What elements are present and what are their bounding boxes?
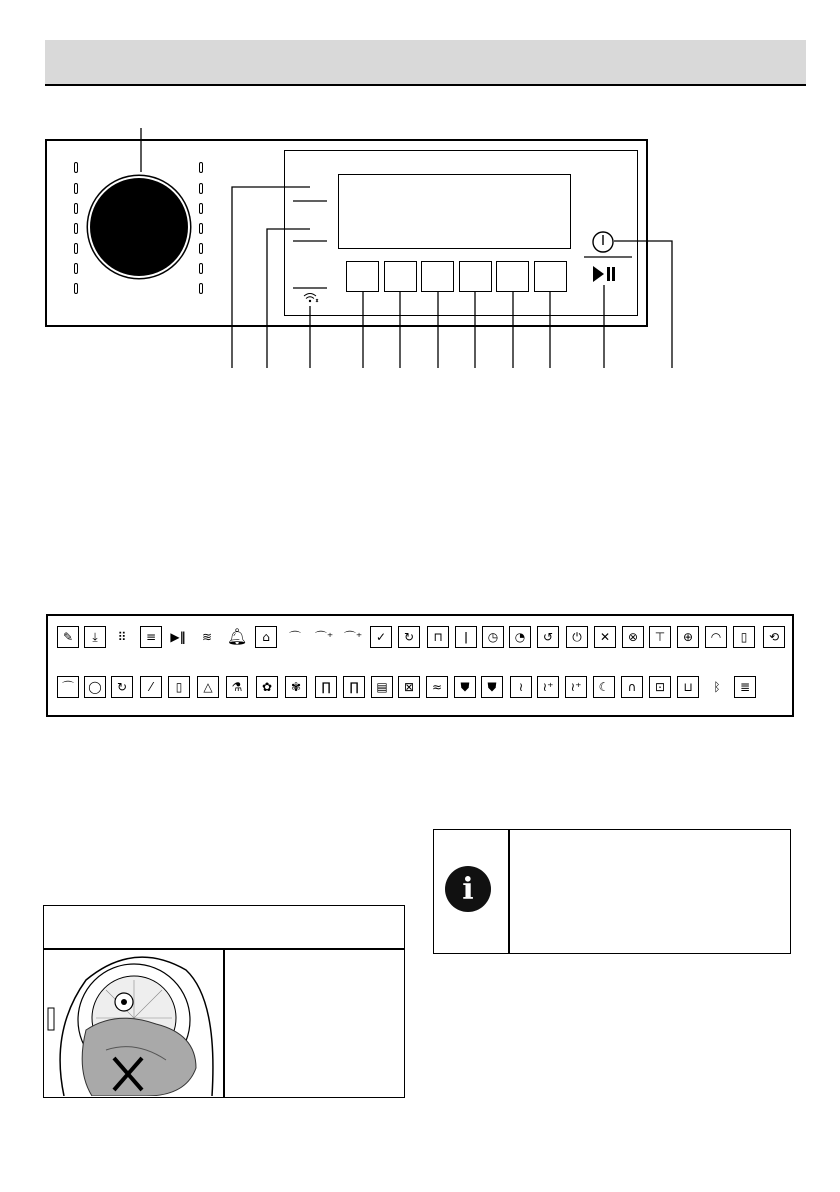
outdoor-icon: ⊠ (398, 676, 420, 698)
info-box-divider (508, 829, 510, 954)
fabric-care-icon: ≣ (734, 676, 756, 698)
phone-icon: ▯ (733, 626, 755, 648)
function-button-1[interactable] (346, 261, 379, 292)
program-led (199, 243, 203, 254)
feather-icon: ⁄ (140, 676, 162, 698)
shirt-icon: ⊤ (649, 626, 671, 648)
mixed-icon: ∏ (343, 676, 365, 698)
warning-box-divider (223, 948, 225, 1098)
shirt-refresh-icon: ↻ (111, 676, 133, 698)
hanger-plus-plus-icon: ⌒⁺ (343, 630, 363, 644)
program-led (74, 283, 78, 294)
hanger-drop-icon: ⌒ (57, 676, 79, 698)
play-pause-icon[interactable] (591, 264, 617, 284)
program-led (74, 162, 78, 173)
filter-icon: ≡ (140, 626, 162, 648)
duvet-icon: ⊡ (649, 676, 671, 698)
heat-waves-icon: ≋ (201, 630, 213, 644)
refresh-icon: ↻ (398, 626, 420, 648)
delay-timer-icon: ◔ (509, 626, 531, 648)
flask-icon: ⚗ (226, 676, 248, 698)
jacket-icon: ∩ (621, 676, 643, 698)
program-led (199, 263, 203, 274)
program-selection-knob[interactable] (90, 178, 188, 276)
display-screen (338, 174, 571, 249)
function-button-4[interactable] (459, 261, 492, 292)
timer-icon: ◷ (482, 626, 504, 648)
function-button-3[interactable] (421, 261, 454, 292)
wifi-icon: ◠ (705, 626, 727, 648)
bluetooth-icon: ᛒ (713, 680, 721, 694)
program-led (199, 283, 203, 294)
bedding-icon: ▤ (371, 676, 393, 698)
no-drum-light-icon: ✕ (594, 626, 616, 648)
jeans-icon: ∏ (315, 676, 337, 698)
function-button-6[interactable] (534, 261, 567, 292)
drum-overload-illustration (46, 950, 222, 1096)
program-led (74, 223, 78, 234)
function-button-5[interactable] (496, 261, 529, 292)
program-led (74, 243, 78, 254)
info-icon: i (445, 866, 491, 912)
play-pause-icon: ▶‖ (170, 630, 186, 644)
hanger-2-icon: ⌒ (288, 630, 301, 644)
wool-ball-icon: ⊕ (677, 626, 699, 648)
power-icon[interactable] (590, 229, 616, 255)
bell-icon: 🔔︎ (226, 627, 248, 646)
wifi-remote-icon (301, 290, 321, 304)
cartridge-icon: ✎ (57, 626, 79, 648)
check-icon: ✓ (370, 626, 392, 648)
power-icon: ⏻ (566, 626, 588, 648)
dryness-level-icon: ⤓ (84, 626, 106, 648)
steam-plus-icon: ≀⁺ (537, 676, 559, 698)
drum-refresh-icon: ⟲ (763, 626, 785, 648)
program-led (74, 203, 78, 214)
program-led (199, 162, 203, 173)
steam-plus-plus-icon: ≀⁺ (565, 676, 587, 698)
drum-water-icon: ⊔ (677, 676, 699, 698)
hygiene-icon: △ (197, 676, 219, 698)
cancel-icon: ⊗ (622, 626, 644, 648)
shield-plus-2-icon: ⛊ (481, 676, 503, 698)
towel-icon: ▯ (168, 676, 190, 698)
iron-icon: ⌂ (255, 626, 277, 648)
night-mode-icon: ☾ (593, 676, 615, 698)
thermometer-icon: ǀ (455, 626, 477, 648)
quick-cycle-icon: ◯ (84, 676, 106, 698)
shield-plus-icon: ⛊ (454, 676, 476, 698)
synthetic-icon: ✿ (256, 676, 278, 698)
program-led (199, 223, 203, 234)
program-led (199, 203, 203, 214)
program-led (199, 183, 203, 194)
function-button-2[interactable] (384, 261, 417, 292)
refresh-air-icon: ≈ (426, 676, 448, 698)
steam-icon: ≀ (510, 676, 532, 698)
program-led (74, 263, 78, 274)
cotton-icon: ✾ (285, 676, 307, 698)
program-led (74, 183, 78, 194)
time-cycle-icon: ↺ (537, 626, 559, 648)
hanger-2-plus-icon: ⌒⁺ (314, 630, 334, 644)
lock-icon: ⊓ (427, 626, 449, 648)
drops-grid-icon: ⠿ (117, 630, 127, 644)
